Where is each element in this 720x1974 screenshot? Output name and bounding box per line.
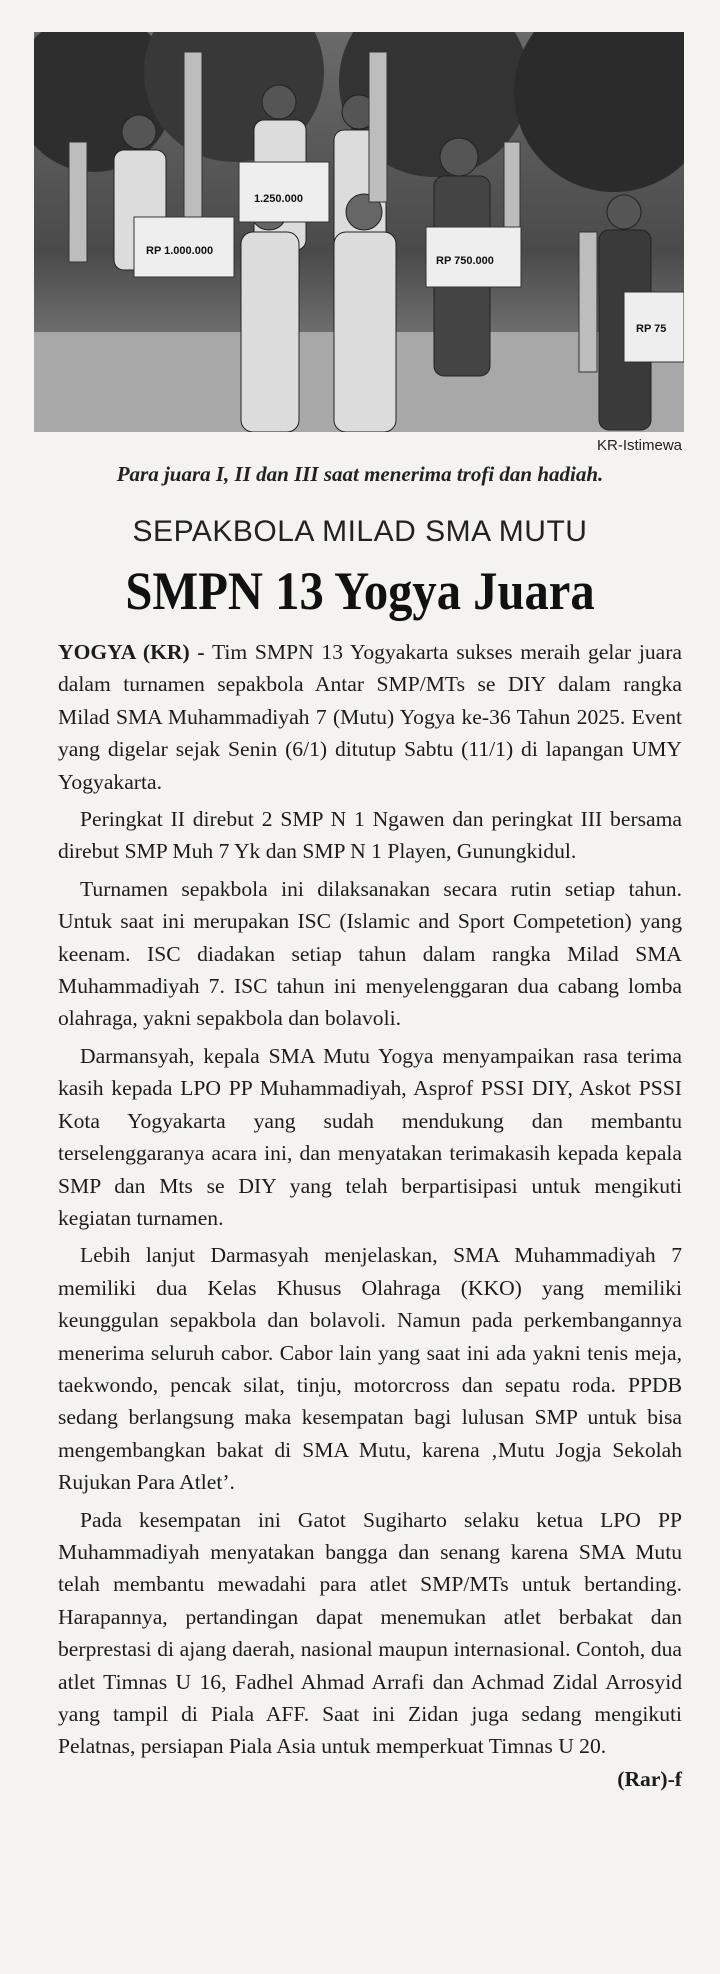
article-paragraph: Darmansyah, kepala SMA Mutu Yogya menyampaikan rasa terima kasih kepada LPO PP Muhammadiyah, Asprof PSSI DIY, Askot PSSI Kota Yogyakarta yang sudah mendukung dan membantu terselenggaranya acara ini, dan menyatakan terimakasih kepada kepala SMP dan Mts se DIY yang telah berpartisipasi untuk mengikuti kegiatan turnamen.: [58, 1043, 682, 1230]
article-paragraph: Peringkat II direbut 2 SMP N 1 Ngawen dan peringkat III bersama direbut SMP Muh 7 Yk dan SMP N 1 Playen, Gunungkidul.: [58, 807, 682, 864]
board-label-4: RP 75: [636, 323, 667, 335]
board-label-3: RP 750.000: [436, 255, 494, 267]
board-label-1: RP 1.000.000: [146, 245, 214, 257]
main-headline: SMPN 13 Yogya Juara: [125, 561, 595, 621]
author-signature: (Rar)-f: [617, 1766, 682, 1791]
photo-caption: Para juara I, II dan III saat menerima trofi dan hadiah.: [116, 462, 604, 486]
dateline: YOGYA (KR) -: [58, 640, 205, 664]
photo-credit: KR-Istimewa: [596, 437, 682, 454]
article-body: [58, 636, 682, 1795]
kicker-headline: SEPAKBOLA MILAD SMA MUTU: [132, 515, 588, 548]
photo-illustration: [34, 32, 684, 432]
article-paragraph: [58, 1504, 682, 1791]
news-photo: [34, 32, 684, 432]
article-paragraph: [58, 636, 682, 798]
board-label-2: 1.250.000: [254, 193, 303, 205]
paragraph-text: Tim SMPN 13 Yogyakarta sukses meraih gelar juara dalam turnamen sepakbola Antar SMP/MTs se DIY dalam rangka Milad SMA Muhammadiyah 7 (Mutu) Yogya ke-36 Tahun 2025. Event yang digelar sejak Senin (6/1) ditutup Sabtu (11/1) di lapangan UMY Yogyakarta.: [58, 640, 682, 794]
paragraph-text: Pada kesempatan ini Gatot Sugiharto selaku ketua LPO PP Muhammadiyah menyatakan bangga dan senang karena SMA Mutu telah membantu mewadahi para atlet SMP/MTs untuk bertanding. Harapannya, pertandingan dapat menemukan atlet berbakat dan berprestasi di ajang daerah, nasional maupun internasional. Contoh, dua atlet Timnas U 16, Fadhel Ahmad Arrafi dan Achmad Zidal Arrosyid yang tampil di Piala AFF. Saat ini Zidan juga sedang mengikuti Pelatnas, persiapan Piala Asia untuk memperkuat Timnas U 20.: [58, 1507, 682, 1759]
article-paragraph: Lebih lanjut Darmasyah menjelaskan, SMA Muhammadiyah 7 memiliki dua Kelas Khusus Olahraga (KKO) yang memiliki keunggulan sepakbola dan bolavoli. Namun pada perkembangannya menerima seluruh cabor. Cabor lain yang saat ini ada yakni tenis meja, taekwondo, pencak silat, tinju, motorcross dan sepatu roda. PPDB sedang berlangsung maka kesempatan bagi lulusan SMP untuk bisa mengembangkan bakat di SMA Mutu, karena ‚Mutu Jogja Sekolah Rujukan Para Atlet’.: [58, 1243, 682, 1495]
article-paragraph: Turnamen sepakbola ini dilaksanakan secara rutin setiap tahun. Untuk saat ini merupakan ISC (Islamic and Sport Competetion) yang keenam. ISC diadakan setiap tahun dalam rangka Milad SMA Muhammadiyah 7. ISC tahun ini menyelenggaran dua cabang lomba olahraga, yakni sepakbola dan bolavoli.: [58, 876, 682, 1031]
